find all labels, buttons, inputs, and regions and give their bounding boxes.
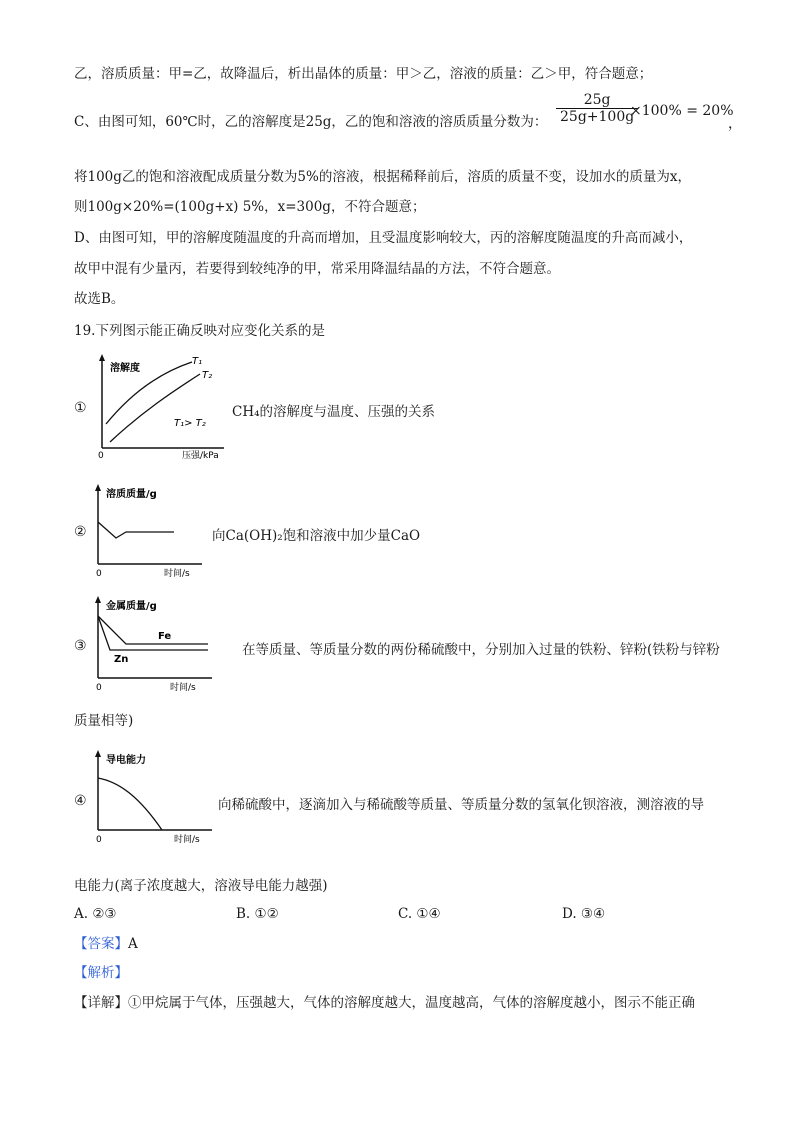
answer-value: A xyxy=(128,936,138,952)
item-1-description: CH₄的溶解度与温度、压强的关系 xyxy=(232,404,436,420)
detail-line xyxy=(74,994,695,1012)
graph-1-ylabel: 溶解度 xyxy=(110,363,140,374)
fraction-numerator: 25g xyxy=(556,92,638,109)
graph-4-xlabel: 时间/s xyxy=(174,835,200,845)
option-c[interactable]: C. ①④ xyxy=(398,906,441,922)
graph-1-origin: 0 xyxy=(98,451,104,461)
item-2-description: 向Ca(OH)₂饱和溶液中加少量CaO xyxy=(212,528,421,544)
graph-4-y-arrow xyxy=(95,750,101,757)
graph-1-xlabel: 压强/kPa xyxy=(182,451,219,461)
item-2-number: ② xyxy=(74,524,87,540)
fraction xyxy=(556,92,638,125)
item-4-description: 向稀硫酸中，逐滴加入与稀硫酸等质量、等质量分数的氢氧化钡溶液，测溶液的导 xyxy=(218,797,704,813)
fraction-denominator: 25g+100g xyxy=(560,109,635,125)
analysis-tag: 【解析】 xyxy=(74,965,128,981)
text-line-4: 则100g×20%=(100g+x) 5%，x=300g，不符合题意； xyxy=(74,199,426,215)
question-19: 19.下列图示能正确反映对应变化关系的是 xyxy=(74,323,325,339)
item-4-number: ④ xyxy=(74,793,87,809)
graph-4-origin: 0 xyxy=(96,835,102,845)
comma: ， xyxy=(728,116,742,132)
option-a[interactable]: A. ②③ xyxy=(74,906,117,922)
item-1-number: ① xyxy=(74,400,87,416)
detail-tag: 【详解】 xyxy=(74,995,128,1011)
option-d[interactable]: D. ③④ xyxy=(562,906,606,922)
graph-3 xyxy=(90,594,220,694)
graph-3-ylabel: 金属质量/g xyxy=(106,601,157,612)
graph-2-ylabel: 溶质质量/g xyxy=(106,489,157,500)
item-3-description: 在等质量、等质量分数的两份稀硫酸中，分别加入过量的铁粉、锌粉(铁粉与锌粉 xyxy=(242,642,720,658)
graph-1-note: T₁> T₂ xyxy=(174,418,206,429)
graph-3-curve-fe xyxy=(98,616,208,644)
graph-4-curve xyxy=(98,778,162,830)
graph-2-xlabel: 时间/s xyxy=(164,569,190,579)
item-3-number: ③ xyxy=(74,638,87,654)
graph-2-y-arrow xyxy=(95,484,101,491)
graph-4 xyxy=(90,748,220,848)
item-3-description-cont: 质量相等) xyxy=(74,713,134,729)
graph-4-ylabel: 导电能力 xyxy=(106,755,146,766)
graph-2-curve xyxy=(98,522,174,538)
graph-1-curve1-label: T₁ xyxy=(192,356,203,367)
text-line-6: 故甲中混有少量丙，若要得到较纯净的甲，常采用降温结晶的方法，不符合题意。 xyxy=(74,261,560,277)
graph-1 xyxy=(92,352,232,462)
graph-3-xlabel: 时间/s xyxy=(170,683,196,693)
answer-tag: 【答案】 xyxy=(74,936,128,952)
text-line-7: 故选B。 xyxy=(74,291,125,307)
graph-2 xyxy=(90,482,210,582)
graph-1-curve2-label: T₂ xyxy=(202,370,213,381)
text-line-2: C、由图可知，60℃时，乙的溶解度是25g，乙的饱和溶液的溶质质量分数为： xyxy=(74,114,548,130)
graph-3-y-arrow xyxy=(95,596,101,603)
percent-result: ×100% = 20% xyxy=(630,103,734,119)
graph-3-curve2-label: Zn xyxy=(114,654,129,665)
text-line-5: D、由图可知，甲的溶解度随温度的升高而增加，且受温度影响较大，丙的溶解度随温度的升高而减小， xyxy=(74,230,693,246)
graph-1-y-arrow xyxy=(99,354,105,361)
text-line-1: 乙，溶质质量：甲=乙，故降温后，析出晶体的质量：甲＞乙，溶液的质量：乙＞甲，符合题意； xyxy=(74,66,653,82)
text-line-3: 将100g乙的饱和溶液配成质量分数为5%的溶液，根据稀释前后，溶质的质量不变，设加水的质量为x， xyxy=(74,169,691,185)
graph-3-curve1-label: Fe xyxy=(158,631,172,642)
option-b[interactable]: B. ①② xyxy=(236,906,279,922)
item-4-description-cont: 电能力(离子浓度越大，溶液导电能力越强) xyxy=(74,878,328,894)
graph-3-origin: 0 xyxy=(96,683,102,693)
answer-line xyxy=(74,935,138,953)
detail-text: ①甲烷属于气体，压强越大，气体的溶解度越大，温度越高，气体的溶解度越小，图示不能正确 xyxy=(128,995,695,1011)
graph-2-origin: 0 xyxy=(96,569,102,579)
graph-1-curve-t2 xyxy=(110,374,200,442)
